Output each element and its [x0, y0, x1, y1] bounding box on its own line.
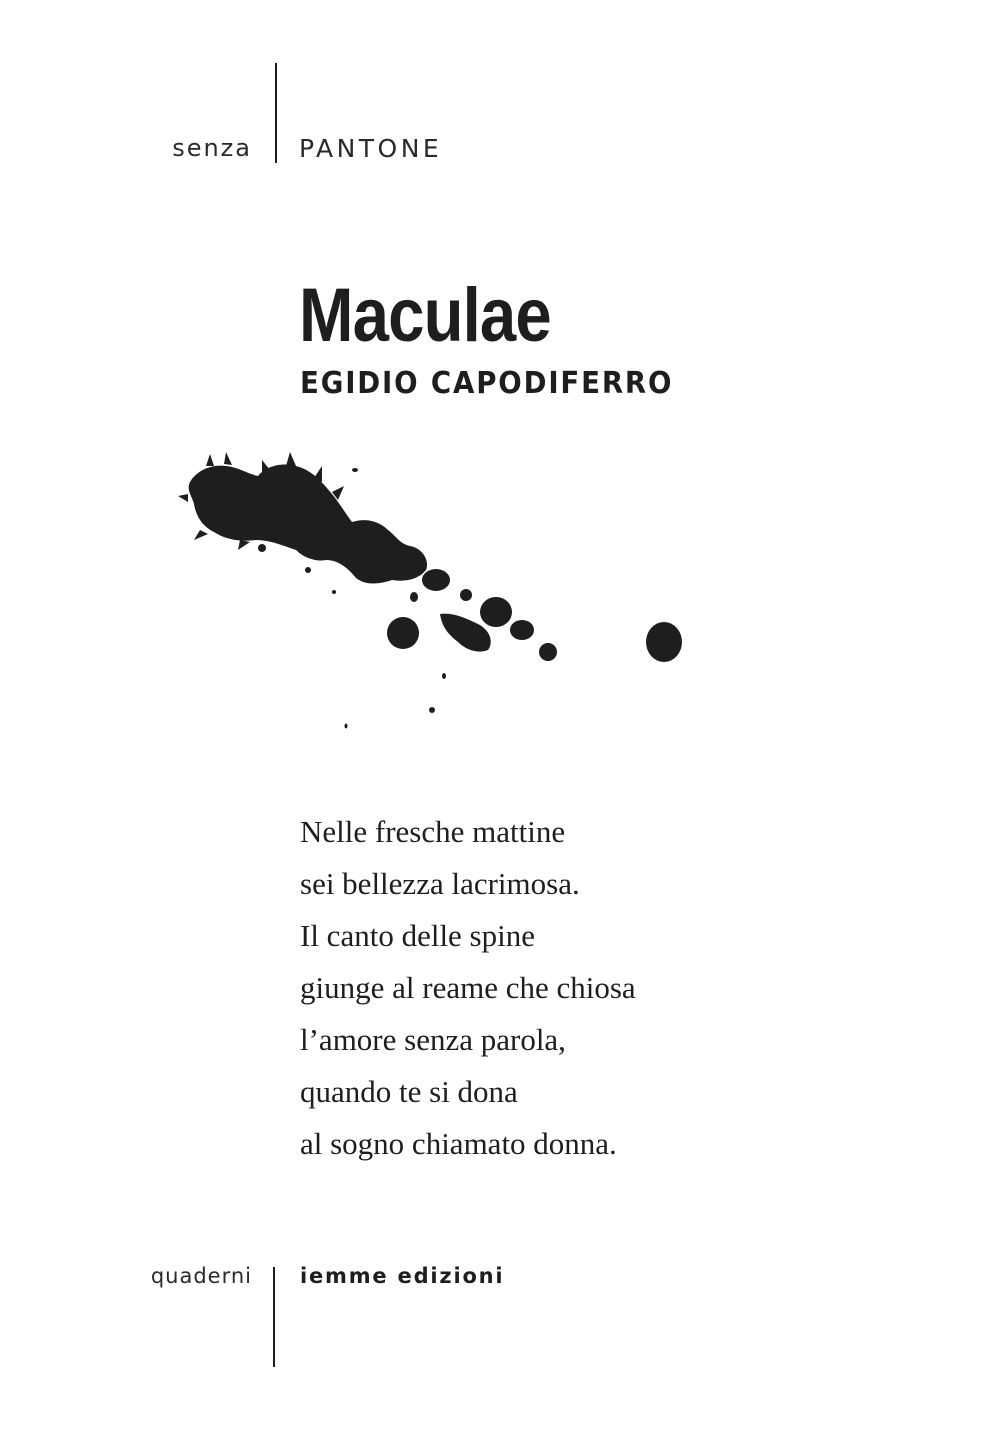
bottom-divider-line	[273, 1267, 275, 1367]
collection-label: quaderni	[150, 1264, 252, 1288]
poem-line: Nelle fresche mattine	[300, 814, 566, 849]
book-title: Maculae	[299, 273, 551, 358]
poem-line: quando te si dona	[300, 1074, 518, 1109]
poem-line: giunge al reame che chiosa	[300, 970, 636, 1005]
book-author: EGIDIO CAPODIFERRO	[300, 366, 674, 401]
poem-line: l’amore senza parola,	[300, 1022, 566, 1057]
series-name: PANTONE	[299, 134, 443, 163]
series-prefix: senza	[172, 134, 252, 162]
poem	[300, 806, 636, 1170]
poem-line: Il canto delle spine	[300, 918, 535, 953]
poem-line: al sogno chiamato donna.	[300, 1126, 617, 1161]
poem-line: sei bellezza lacrimosa.	[300, 866, 580, 901]
publisher-name: iemme edizioni	[300, 1264, 505, 1288]
